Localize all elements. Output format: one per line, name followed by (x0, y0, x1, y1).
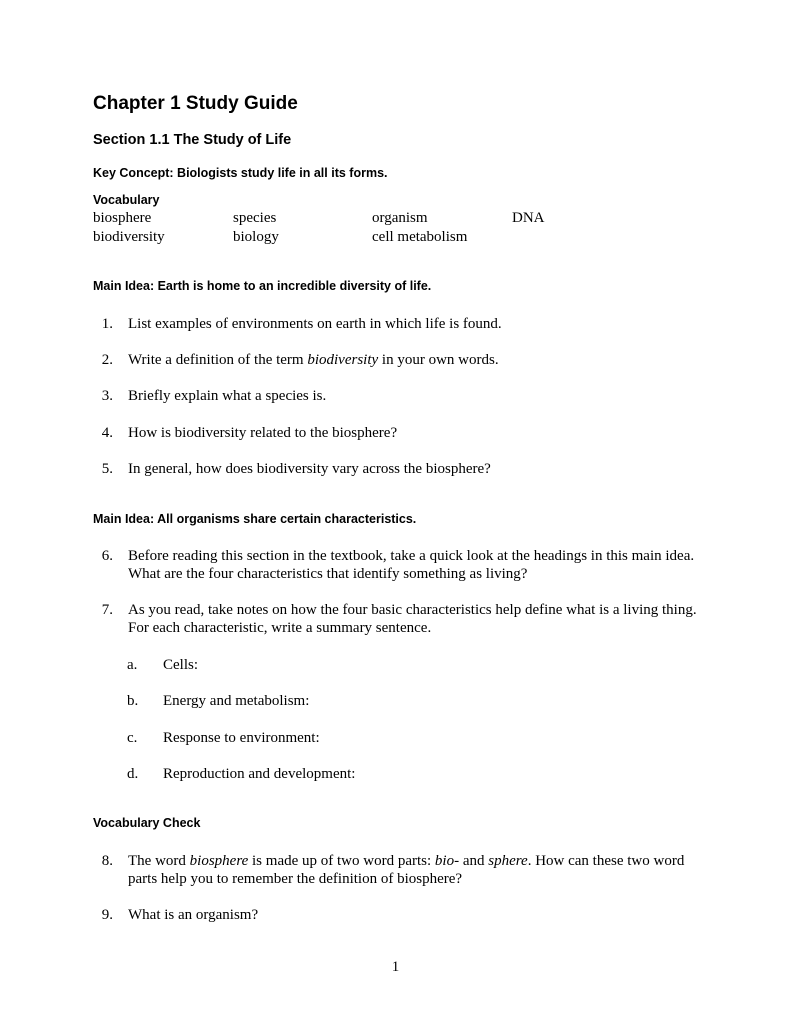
vocab-term: biology (233, 229, 279, 245)
question-text: In general, how does biodiversity vary across the biosphere? (128, 461, 491, 477)
vocab-term: biosphere (93, 210, 152, 226)
vocab-term: DNA (512, 210, 545, 226)
question-number: 8. (101, 853, 113, 869)
question-text: What is an organism? (128, 907, 259, 923)
sub-item-text: Response to environment: (163, 730, 320, 746)
sub-item-text: Reproduction and development: (163, 766, 356, 782)
sub-item-letter: b. (127, 693, 139, 709)
main-idea-heading: Main Idea: All organisms share certain characteristics. (93, 512, 417, 526)
sub-item-text: Energy and metabolism: (163, 693, 310, 709)
italic-term: bio- (434, 853, 460, 869)
italic-term: biosphere (189, 853, 249, 869)
chapter-title: Chapter 1 Study Guide (93, 93, 298, 114)
question-number: 5. (101, 461, 113, 477)
question-number: 3. (101, 388, 113, 404)
vocab-term: species (233, 210, 277, 226)
question-text: Write a definition of the term biodiversity in your own words. (128, 352, 499, 368)
question-text: As you read, take notes on how the four basic characteristics help define what is a living thing. For each characteristic, write a summary sentence. (128, 602, 697, 636)
vocabulary-heading: Vocabulary (93, 193, 160, 207)
main-idea-heading: Main Idea: Earth is home to an incredible diversity of life. (93, 279, 432, 293)
question-text: The word biosphere is made up of two word parts: bio- and sphere. How can these two word parts help you to remember the definition of biosphere? (128, 853, 685, 887)
vocabulary-check-heading: Vocabulary Check (93, 816, 201, 830)
question-number: 4. (101, 425, 113, 441)
key-concept: Key Concept: Biologists study life in all its forms. (93, 166, 388, 180)
question-number: 9. (101, 907, 113, 923)
vocab-term: cell metabolism (372, 229, 468, 245)
vocab-term: organism (372, 210, 428, 226)
italic-term: sphere (488, 853, 528, 869)
question-number: 2. (101, 352, 113, 368)
question-text: Briefly explain what a species is. (128, 388, 327, 404)
italic-term: biodiversity (307, 352, 379, 368)
question-number: 7. (101, 602, 113, 618)
question-number: 6. (101, 548, 113, 564)
question-text: How is biodiversity related to the biosphere? (128, 425, 398, 441)
question-number: 1. (101, 316, 113, 332)
page-number: 1 (391, 959, 400, 975)
sub-item-text: Cells: (163, 657, 199, 673)
vocab-term: biodiversity (93, 229, 165, 245)
sub-item-letter: d. (127, 766, 139, 782)
sub-item-letter: a. (127, 657, 138, 673)
sub-item-letter: c. (127, 730, 138, 746)
question-text: Before reading this section in the textbook, take a quick look at the headings in this main idea. What are the four characteristics that identify something as living? (128, 548, 695, 582)
section-title: Section 1.1 The Study of Life (93, 132, 292, 148)
question-text: List examples of environments on earth in which life is found. (128, 316, 502, 332)
